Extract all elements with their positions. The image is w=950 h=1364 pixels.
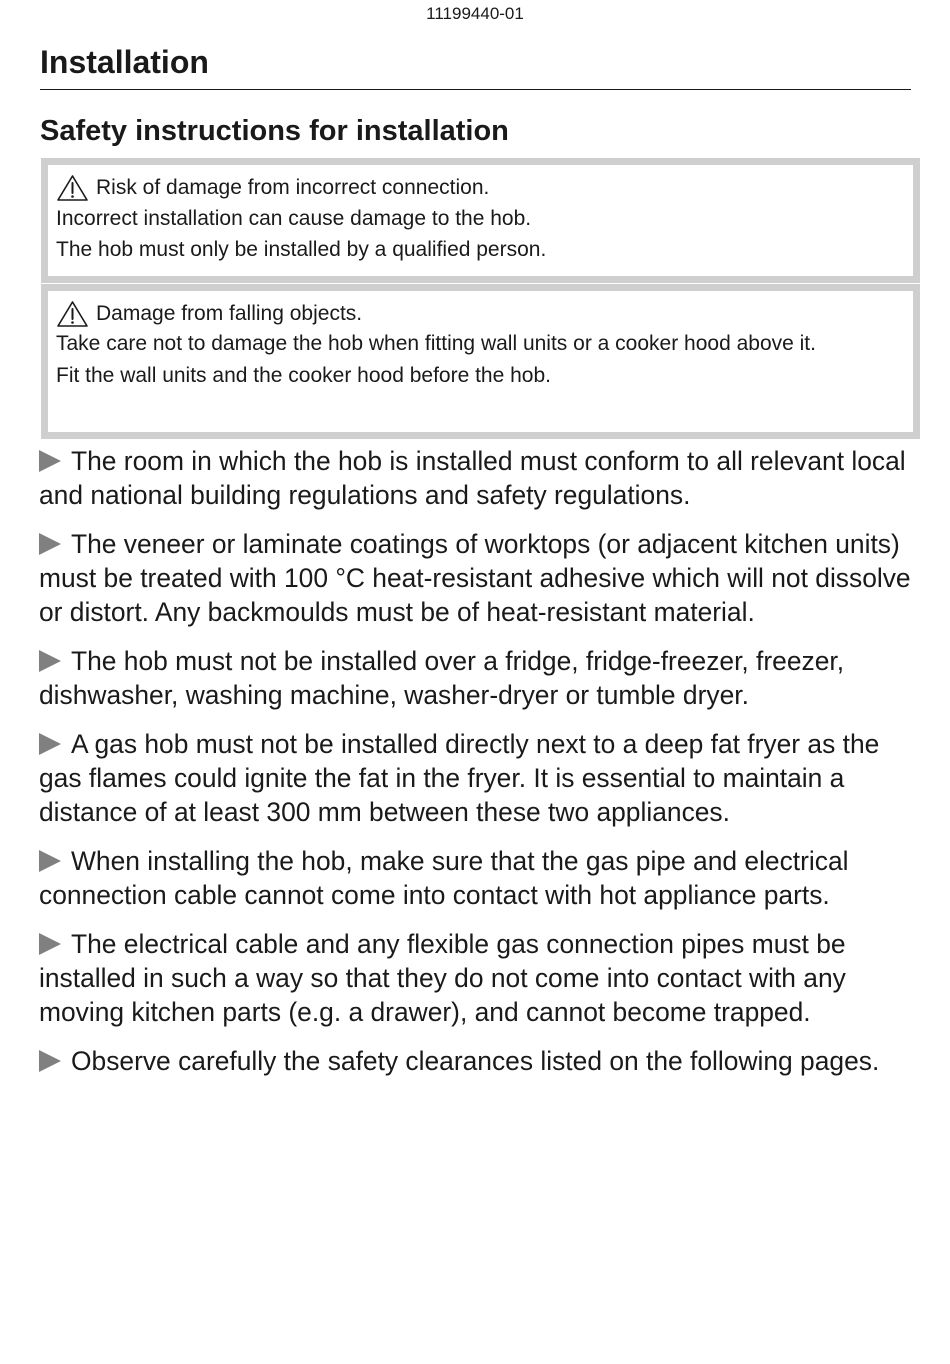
instruction-text: When installing the hob, make sure that the gas pipe and electrical connection cable cannot come into contact with hot appliance parts. bbox=[39, 846, 849, 910]
instruction-item bbox=[39, 927, 917, 1029]
warning-title: Risk of damage from incorrect connection. bbox=[96, 176, 490, 199]
section-title: Installation bbox=[40, 44, 209, 80]
warning-triangle-icon bbox=[56, 174, 89, 202]
instruction-text: The electrical cable and any flexible gas connection pipes must be installed in such a way so that they do not come into contact with any moving kitchen parts (e.g. a drawer), and cannot become trapped. bbox=[39, 929, 846, 1027]
bullet-arrow-icon bbox=[39, 533, 61, 555]
instruction-item bbox=[39, 444, 917, 512]
instruction-text: The veneer or laminate coatings of worktops (or adjacent kitchen units) must be treated with 100 °C heat-resistant adhesive which will not dissolve or distort. Any backmoulds must be of heat-resistant material. bbox=[39, 529, 911, 627]
subsection-title: Safety instructions for installation bbox=[40, 115, 509, 147]
bullet-arrow-icon bbox=[39, 733, 61, 755]
warning-text-line: Fit the wall units and the cooker hood before the hob. bbox=[56, 364, 551, 387]
instruction-item bbox=[39, 644, 917, 712]
instruction-text: The hob must not be installed over a fridge, fridge-freezer, freezer, dishwasher, washing machine, washer-dryer or tumble dryer. bbox=[39, 646, 845, 710]
bullet-arrow-icon bbox=[39, 450, 61, 472]
warning-text-line: Incorrect installation can cause damage to the hob. bbox=[56, 207, 532, 230]
warning-title-row bbox=[56, 298, 913, 329]
warning-triangle-icon bbox=[56, 300, 89, 328]
instruction-item bbox=[39, 527, 917, 629]
instruction-text: Observe carefully the safety clearances listed on the following pages. bbox=[71, 1046, 880, 1076]
instruction-text: A gas hob must not be installed directly next to a deep fat fryer as the gas flames could ignite the fat in the fryer. It is essential to maintain a distance of at least 300 mm between these two appliances. bbox=[39, 729, 880, 827]
instruction-text: The room in which the hob is installed must conform to all relevant local and national building regulations and safety regulations. bbox=[39, 446, 906, 510]
instruction-item bbox=[39, 844, 917, 912]
bullet-arrow-icon bbox=[39, 850, 61, 872]
bullet-arrow-icon bbox=[39, 933, 61, 955]
instruction-item bbox=[39, 727, 917, 829]
instruction-list bbox=[39, 444, 917, 1093]
section-divider bbox=[40, 89, 911, 90]
warning-box-falling-objects bbox=[41, 284, 920, 439]
instruction-item bbox=[39, 1044, 917, 1078]
document-number: 11199440-01 bbox=[426, 4, 524, 23]
warning-title: Damage from falling objects. bbox=[96, 302, 363, 325]
bullet-arrow-icon bbox=[39, 1050, 61, 1072]
warning-title-row bbox=[56, 172, 913, 203]
warning-text-line: The hob must only be installed by a qualified person. bbox=[56, 238, 547, 261]
warning-box-incorrect-connection bbox=[41, 158, 920, 283]
bullet-arrow-icon bbox=[39, 650, 61, 672]
warning-text-line: Take care not to damage the hob when fitting wall units or a cooker hood above it. bbox=[56, 332, 816, 355]
